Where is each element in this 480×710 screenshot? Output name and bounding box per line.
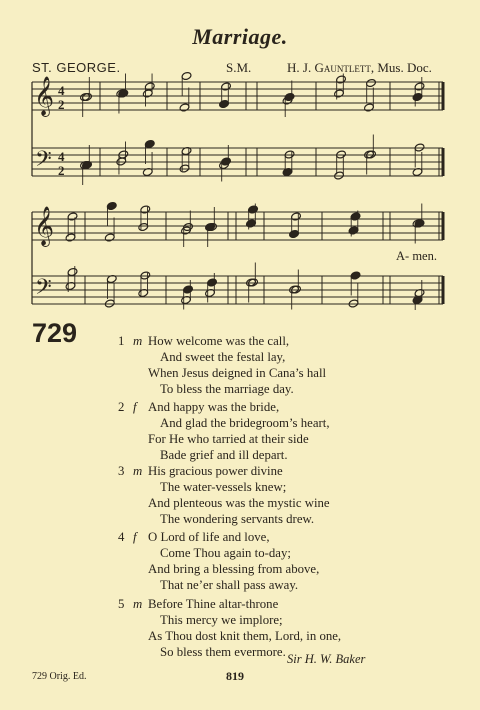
note-head: [366, 78, 377, 87]
note-head: [104, 299, 115, 308]
bass-clef-icon: 𝄢: [35, 275, 52, 305]
verse-line: And glad the bridegroom’s heart,: [160, 416, 330, 430]
verse-line: The water-vessels knew;: [160, 480, 287, 494]
verse-line: That ne’er shall pass away.: [160, 578, 299, 592]
hymn-number: 729: [32, 318, 78, 348]
note-head: [248, 205, 259, 214]
note-head: [334, 89, 345, 98]
note-head: [289, 229, 300, 238]
note-head: [348, 299, 359, 308]
note-head: [414, 143, 425, 152]
verse-dynamic-marking: m: [133, 597, 143, 611]
verse-line: To bless the marriage day.: [160, 382, 294, 396]
verse-line: And plenteous was the mystic wine: [148, 496, 330, 510]
note-head: [364, 103, 375, 112]
note-head: [284, 150, 295, 159]
verse-dynamic-marking: m: [133, 464, 143, 478]
note-head: [67, 212, 78, 221]
verse-line: For He who tarried at their side: [148, 432, 309, 446]
treble-clef-icon: 𝄞: [34, 206, 55, 246]
verse-line: So bless them evermore.: [160, 645, 286, 659]
time-signature-top: 4: [58, 149, 65, 164]
verse-line: How welcome was the call,: [148, 334, 290, 348]
verse-line: Bade grief and ill depart.: [160, 448, 288, 462]
note-head: [334, 171, 345, 180]
verse-line: Before Thine altar-throne: [148, 597, 279, 611]
verse-line: And happy was the bride,: [148, 400, 280, 414]
note-head: [118, 150, 129, 159]
verse-number: 3: [118, 464, 125, 478]
hymn-author: Sir H. W. Baker: [287, 652, 366, 666]
verse-line: When Jesus deigned in Cana’s hall: [148, 366, 327, 380]
note-head: [350, 212, 361, 221]
note-head: [348, 226, 359, 235]
verse-line: And bring a blessing from above,: [148, 562, 320, 576]
note-head: [144, 82, 155, 91]
note-head: [414, 82, 425, 91]
verse-dynamic-marking: f: [133, 530, 137, 544]
verse-number: 4: [118, 530, 125, 544]
time-signature-top: 4: [58, 83, 65, 98]
treble-clef-icon: 𝄞: [34, 76, 55, 116]
verse-line: This mercy we implore;: [160, 613, 283, 627]
note-head: [65, 233, 76, 242]
bass-clef-icon: 𝄢: [35, 147, 52, 177]
note-head: [246, 219, 257, 228]
note-head: [140, 271, 151, 280]
verse-line: Come Thou again to-day;: [160, 546, 291, 560]
note-head: [221, 82, 232, 91]
amen-label: A- men.: [396, 249, 437, 263]
note-head: [207, 278, 218, 287]
verse-line: His gracious power divine: [148, 464, 283, 478]
note-head: [291, 212, 302, 221]
verse-line: And sweet the festal lay,: [160, 350, 286, 364]
note-head: [179, 164, 190, 173]
note-head: [284, 92, 295, 101]
verse-line: O Lord of life and love,: [148, 530, 270, 544]
composer-surname: Gauntlett: [314, 60, 371, 75]
note-head: [219, 99, 230, 108]
time-signature-bottom: 2: [58, 97, 65, 112]
note-head: [138, 222, 149, 231]
note-head: [221, 157, 232, 166]
original-edition-ref: 729 Orig. Ed.: [32, 671, 87, 682]
verse-number: 1: [118, 334, 125, 348]
verse-line: As Thou dost knit them, Lord, in one,: [148, 629, 342, 643]
note-head: [106, 201, 117, 210]
verse-line: The wondering servants drew.: [160, 512, 315, 526]
page-number: 819: [226, 669, 244, 683]
time-signature-bottom: 2: [58, 163, 65, 178]
verse-number: 5: [118, 597, 125, 611]
composer-degree: , Mus. Doc.: [370, 60, 432, 75]
note-head: [336, 75, 347, 84]
verse-dynamic-marking: m: [133, 334, 143, 348]
note-head: [140, 205, 151, 214]
section-title: Marriage.: [192, 24, 288, 49]
note-head: [412, 92, 423, 101]
tune-name: ST. GEORGE.: [32, 60, 121, 75]
meter: S.M.: [226, 60, 252, 75]
note-head: [336, 150, 347, 159]
verse-dynamic-marking: f: [133, 400, 137, 414]
note-head: [350, 271, 361, 280]
verse-number: 2: [118, 400, 125, 414]
note-head: [104, 233, 115, 242]
note-head: [179, 103, 190, 112]
composer-initials: H. J.: [287, 60, 312, 75]
note-head: [144, 139, 155, 148]
note-head: [181, 71, 192, 80]
note-head: [67, 267, 78, 276]
note-head: [183, 285, 194, 294]
